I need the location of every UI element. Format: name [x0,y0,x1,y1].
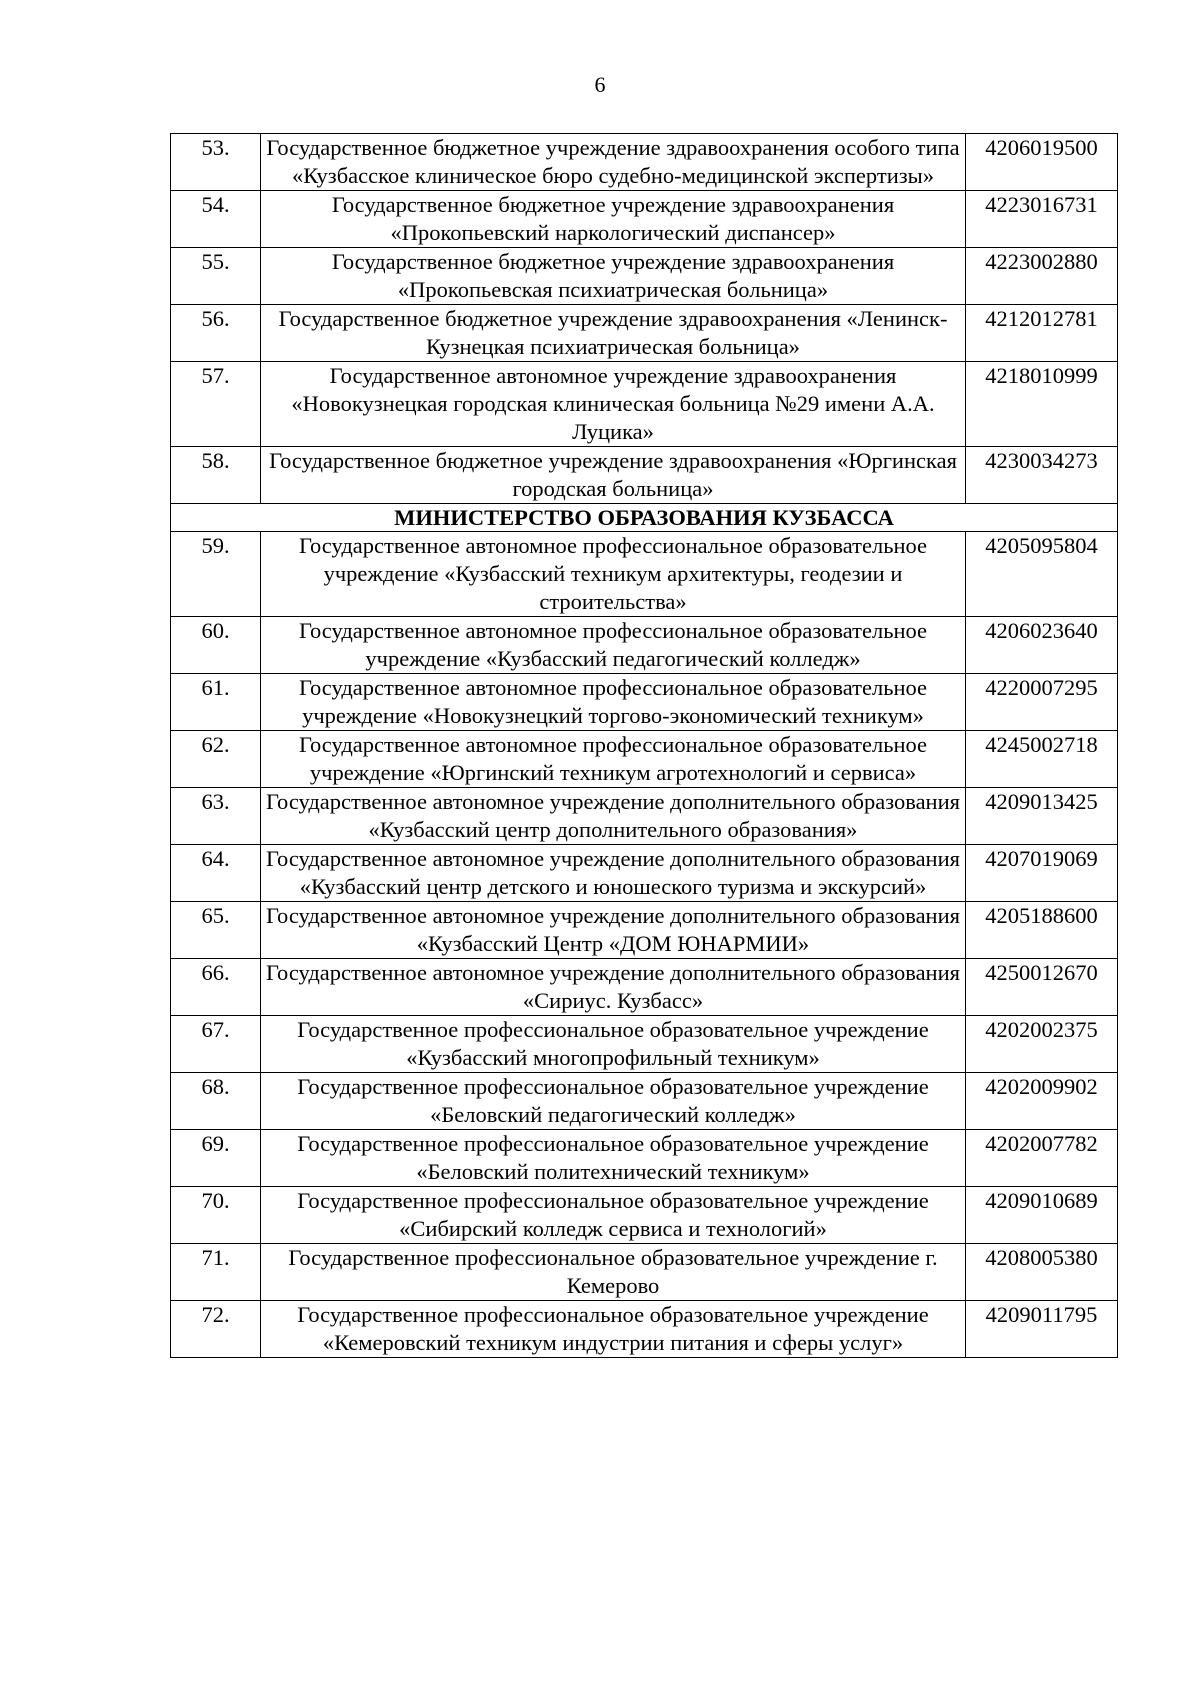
section-title: МИНИСТЕРСТВО ОБРАЗОВАНИЯ КУЗБАССА [171,504,1118,532]
table-row [171,845,1118,902]
table-row [171,1073,1118,1130]
inn-value: 4220007295 [966,674,1118,731]
row-number: 64. [171,845,261,902]
inn-value: 4223016731 [966,191,1118,248]
institution-name: Государственное профессиональное образовательное учреждение «Кузбасский многопрофильный техникум» [261,1016,966,1073]
inn-value: 4202007782 [966,1130,1118,1187]
inn-value: 4207019069 [966,845,1118,902]
table-row [171,902,1118,959]
table-row [171,362,1118,447]
row-number: 53. [171,134,261,191]
institution-name: Государственное автономное профессиональное образовательное учреждение «Юргинский техникум агротехнологий и сервиса» [261,731,966,788]
inn-value: 4205188600 [966,902,1118,959]
row-number: 61. [171,674,261,731]
row-number: 70. [171,1187,261,1244]
inn-value: 4209011795 [966,1301,1118,1358]
row-number: 71. [171,1244,261,1301]
inn-value: 4206019500 [966,134,1118,191]
table-row [171,617,1118,674]
table-body-education [171,532,1118,1358]
table-row [171,788,1118,845]
row-number: 72. [171,1301,261,1358]
institution-name: Государственное автономное учреждение дополнительного образования «Кузбасский Центр «ДОМ ЮНАРМИИ» [261,902,966,959]
row-number: 58. [171,447,261,504]
table-row [171,1016,1118,1073]
row-number: 55. [171,248,261,305]
row-number: 66. [171,959,261,1016]
table-row [171,134,1118,191]
inn-value: 4230034273 [966,447,1118,504]
table-row [171,674,1118,731]
row-number: 63. [171,788,261,845]
table-row [171,1301,1118,1358]
inn-value: 4202002375 [966,1016,1118,1073]
inn-value: 4209013425 [966,788,1118,845]
institution-name: Государственное автономное учреждение дополнительного образования «Сириус. Кузбасс» [261,959,966,1016]
table-row [171,731,1118,788]
row-number: 65. [171,902,261,959]
table-row [171,532,1118,617]
row-number: 59. [171,532,261,617]
institution-name: Государственное бюджетное учреждение здравоохранения «Ленинск-Кузнецкая психиатрическая больница» [261,305,966,362]
institution-name: Государственное автономное профессиональное образовательное учреждение «Кузбасский педагогический колледж» [261,617,966,674]
row-number: 57. [171,362,261,447]
page-number: 6 [594,72,606,97]
institution-name: Государственное автономное профессиональное образовательное учреждение «Кузбасский техникум архитектуры, геодезии и строительства» [261,532,966,617]
row-number: 56. [171,305,261,362]
table-row [171,1187,1118,1244]
row-number: 68. [171,1073,261,1130]
inn-value: 4212012781 [966,305,1118,362]
institution-name: Государственное профессиональное образовательное учреждение «Беловский политехнический техникум» [261,1130,966,1187]
inn-value: 4206023640 [966,617,1118,674]
table-row [171,447,1118,504]
institutions-table [170,133,1118,1358]
inn-value: 4208005380 [966,1244,1118,1301]
table-row [171,305,1118,362]
inn-value: 4223002880 [966,248,1118,305]
table-section [171,504,1118,532]
institution-name: Государственное профессиональное образовательное учреждение «Сибирский колледж сервиса и технологий» [261,1187,966,1244]
institution-name: Государственное профессиональное образовательное учреждение «Беловский педагогический колледж» [261,1073,966,1130]
institution-name: Государственное бюджетное учреждение здравоохранения «Прокопьевская психиатрическая больница» [261,248,966,305]
row-number: 60. [171,617,261,674]
table-row [171,959,1118,1016]
institution-name: Государственное бюджетное учреждение здравоохранения «Прокопьевский наркологический диспансер» [261,191,966,248]
institution-name: Государственное автономное учреждение дополнительного образования «Кузбасский центр дополнительного образования» [261,788,966,845]
institution-name: Государственное профессиональное образовательное учреждение «Кемеровский техникум индустрии питания и сферы услуг» [261,1301,966,1358]
inn-value: 4250012670 [966,959,1118,1016]
inn-value: 4245002718 [966,731,1118,788]
institution-name: Государственное автономное учреждение здравоохранения «Новокузнецкая городская клиническая больница №29 имени А.А. Луцика» [261,362,966,447]
table-row [171,248,1118,305]
row-number: 69. [171,1130,261,1187]
row-number: 54. [171,191,261,248]
institution-name: Государственное профессиональное образовательное учреждение г. Кемерово [261,1244,966,1301]
institution-name: Государственное бюджетное учреждение здравоохранения особого типа «Кузбасское клиническое бюро судебно-медицинской экспертизы» [261,134,966,191]
institution-name: Государственное автономное профессиональное образовательное учреждение «Новокузнецкий торгово-экономический техникум» [261,674,966,731]
inn-value: 4202009902 [966,1073,1118,1130]
inn-value: 4205095804 [966,532,1118,617]
inn-value: 4209010689 [966,1187,1118,1244]
institution-name: Государственное автономное учреждение дополнительного образования «Кузбасский центр детского и юношеского туризма и экскурсий» [261,845,966,902]
table-row [171,1244,1118,1301]
row-number: 62. [171,731,261,788]
table-row [171,191,1118,248]
table-row [171,1130,1118,1187]
inn-value: 4218010999 [966,362,1118,447]
section-row [171,504,1118,532]
table-body-health [171,134,1118,504]
row-number: 67. [171,1016,261,1073]
institution-name: Государственное бюджетное учреждение здравоохранения «Юргинская городская больница» [261,447,966,504]
